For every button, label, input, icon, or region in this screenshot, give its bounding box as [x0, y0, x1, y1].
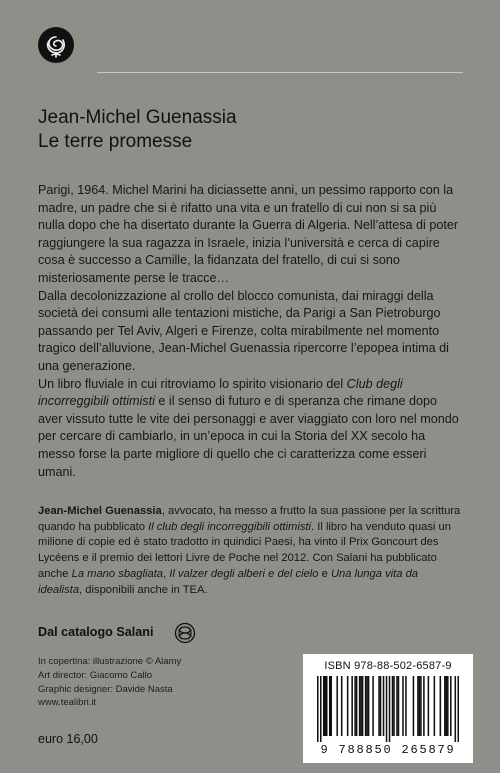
- barcode-bar: [320, 676, 322, 742]
- barcode-bar: [326, 676, 328, 736]
- barcode-bar: [378, 676, 380, 736]
- barcode-bar: [365, 676, 367, 736]
- barcode-bar: [347, 676, 349, 736]
- bio-text: ,: [163, 567, 170, 580]
- price: euro 16,00: [38, 732, 98, 746]
- barcode-bar: [402, 676, 404, 736]
- celtic-knot-icon: [174, 622, 196, 644]
- cover-credit: In copertina: illustrazione © Alamy: [38, 656, 182, 667]
- book-title: Le terre promesse: [38, 131, 193, 152]
- barcode-bar: [393, 676, 395, 736]
- barcode-bar: [417, 676, 419, 736]
- barcode-bar: [396, 676, 398, 736]
- barcode-bar: [380, 676, 382, 736]
- barcode-bar: [329, 676, 331, 736]
- author-name: Jean-Michel Guenassia: [38, 107, 237, 128]
- barcode-bar: [444, 676, 446, 736]
- barcode-panel: [303, 654, 473, 763]
- barcode-bar: [372, 676, 374, 736]
- barcode-bar: [423, 676, 425, 736]
- barcode-bar: [366, 676, 368, 736]
- bio-book-title: Una lunga vita da idealista: [38, 567, 419, 596]
- synopsis-text: e il senso di futuro e di speranza che rimane dopo aver vissuto tutte le vite dei personaggi e aver viaggiato con loro nel mondo per cercare di cambiarlo, in un’epoca in cui la Storia del XX secolo ha messo forse la parte migliore di quello che ci caratterizza come esseri umani.: [38, 394, 459, 479]
- barcode-bar: [317, 676, 319, 742]
- barcode-bar: [383, 676, 385, 736]
- barcode-bar: [455, 676, 457, 742]
- publisher-logo: [38, 27, 74, 63]
- barcode-bar: [434, 676, 436, 736]
- bio-book-title: Il club degli incorreggibili ottimisti: [148, 520, 312, 533]
- barcode-bar: [341, 676, 343, 736]
- barcode-bar: [458, 676, 459, 742]
- synopsis-paragraph-2: Dalla decolonizzazione al crollo del blocco comunista, dai miraggi della società dei consumi alle tentazioni mistiche, da Parigi a San Pietroburgo passando per Tel Aviv, Algeri e Firenze, colta mirabilmente nel momento tragico dell’alluvione, Jean-Michel Guenassia ripercorre l’epopea intima di una generazione.: [38, 288, 449, 373]
- bio-text: , avvocato, ha messo a frutto la sua passione per la scrittura quando ha pubblicato: [38, 505, 461, 533]
- barcode-bar: [362, 676, 364, 736]
- publisher-website: www.tealibri.it: [38, 697, 97, 709]
- barcode-bar: [440, 676, 442, 736]
- barcode-bar: [323, 676, 325, 736]
- isbn-label: ISBN 978-88-502-6587-9: [324, 660, 452, 672]
- barcode-bar: [398, 676, 400, 736]
- bio-author-name: Jean-Michel Guenassia: [38, 505, 162, 517]
- catalog-label: Dal catalogo Salani: [38, 625, 154, 639]
- rose-icon: [38, 27, 74, 63]
- barcode-bar: [420, 676, 422, 736]
- synopsis-paragraph-1: Parigi, 1964. Michel Marini ha diciassette anni, un pessimo rapporto con la madre, un padre che si è rifatto una vita e un fratello di cui non si sa più nulla dopo che ha disertato durante la Guerra di Algeria. Nell’attesa di poter raggiungere la sua ragazza in Israele, inizia l’università e cerca di capire cosa è successo a Camille, la fidanzata del fratello, di cui si sono misteriosamente perse le tracce…: [38, 183, 459, 285]
- barcode-bar: [360, 676, 362, 736]
- barcode-bar: [392, 676, 394, 736]
- synopsis: [38, 182, 460, 481]
- bio-book-title: Il valzer degli alberi e del cielo: [169, 567, 319, 580]
- barcode-bar: [354, 676, 356, 736]
- barcode-bar: [446, 676, 448, 736]
- barcode-bar: [428, 676, 430, 736]
- barcode-bar: [351, 676, 353, 736]
- barcode-digits: 9 788850 265879: [320, 743, 456, 757]
- barcode: [317, 676, 459, 742]
- author-bio: [38, 504, 462, 598]
- barcode-bar: [356, 676, 358, 736]
- barcode-bar: [419, 676, 421, 736]
- barcode-bar: [405, 676, 407, 736]
- synopsis-text: Un libro fluviale in cui ritroviamo lo spirito visionario del: [38, 376, 347, 391]
- bio-book-title: La mano sbagliata: [71, 567, 164, 580]
- barcode-bar: [447, 676, 449, 736]
- barcode-bar: [368, 676, 370, 736]
- barcode-bar: [386, 676, 388, 742]
- barcode-bar: [389, 676, 391, 742]
- barcode-bar: [413, 676, 415, 736]
- barcode-bar: [359, 676, 361, 736]
- graphic-designer-credit: Graphic designer: Davide Nasta: [38, 683, 173, 695]
- bio-text: , disponibili anche in TEA.: [79, 583, 208, 596]
- barcode-bar: [330, 676, 332, 736]
- bio-text: . Il libro ha venduto quasi un milione di copie ed è stato tradotto in quindici Paesi, ha vinto il Prix Goncourt des Lycéens e il premio dei lettori Livre de Poche nel 2012. Con Salani ha pubblicato anche: [38, 520, 451, 580]
- credits: [38, 655, 181, 710]
- bio-text: e: [318, 567, 331, 580]
- synopsis-paragraph-3: [38, 376, 460, 482]
- art-director-credit: Art director: Giacomo Callo: [38, 669, 153, 681]
- header-divider: [97, 72, 463, 73]
- barcode-bar: [324, 676, 326, 736]
- barcode-bar: [336, 676, 338, 736]
- barcode-bar: [450, 676, 452, 736]
- synopsis-italic-title: Club degli incorreggibili ottimisti: [38, 376, 403, 409]
- author-bio-paragraph: [38, 504, 462, 598]
